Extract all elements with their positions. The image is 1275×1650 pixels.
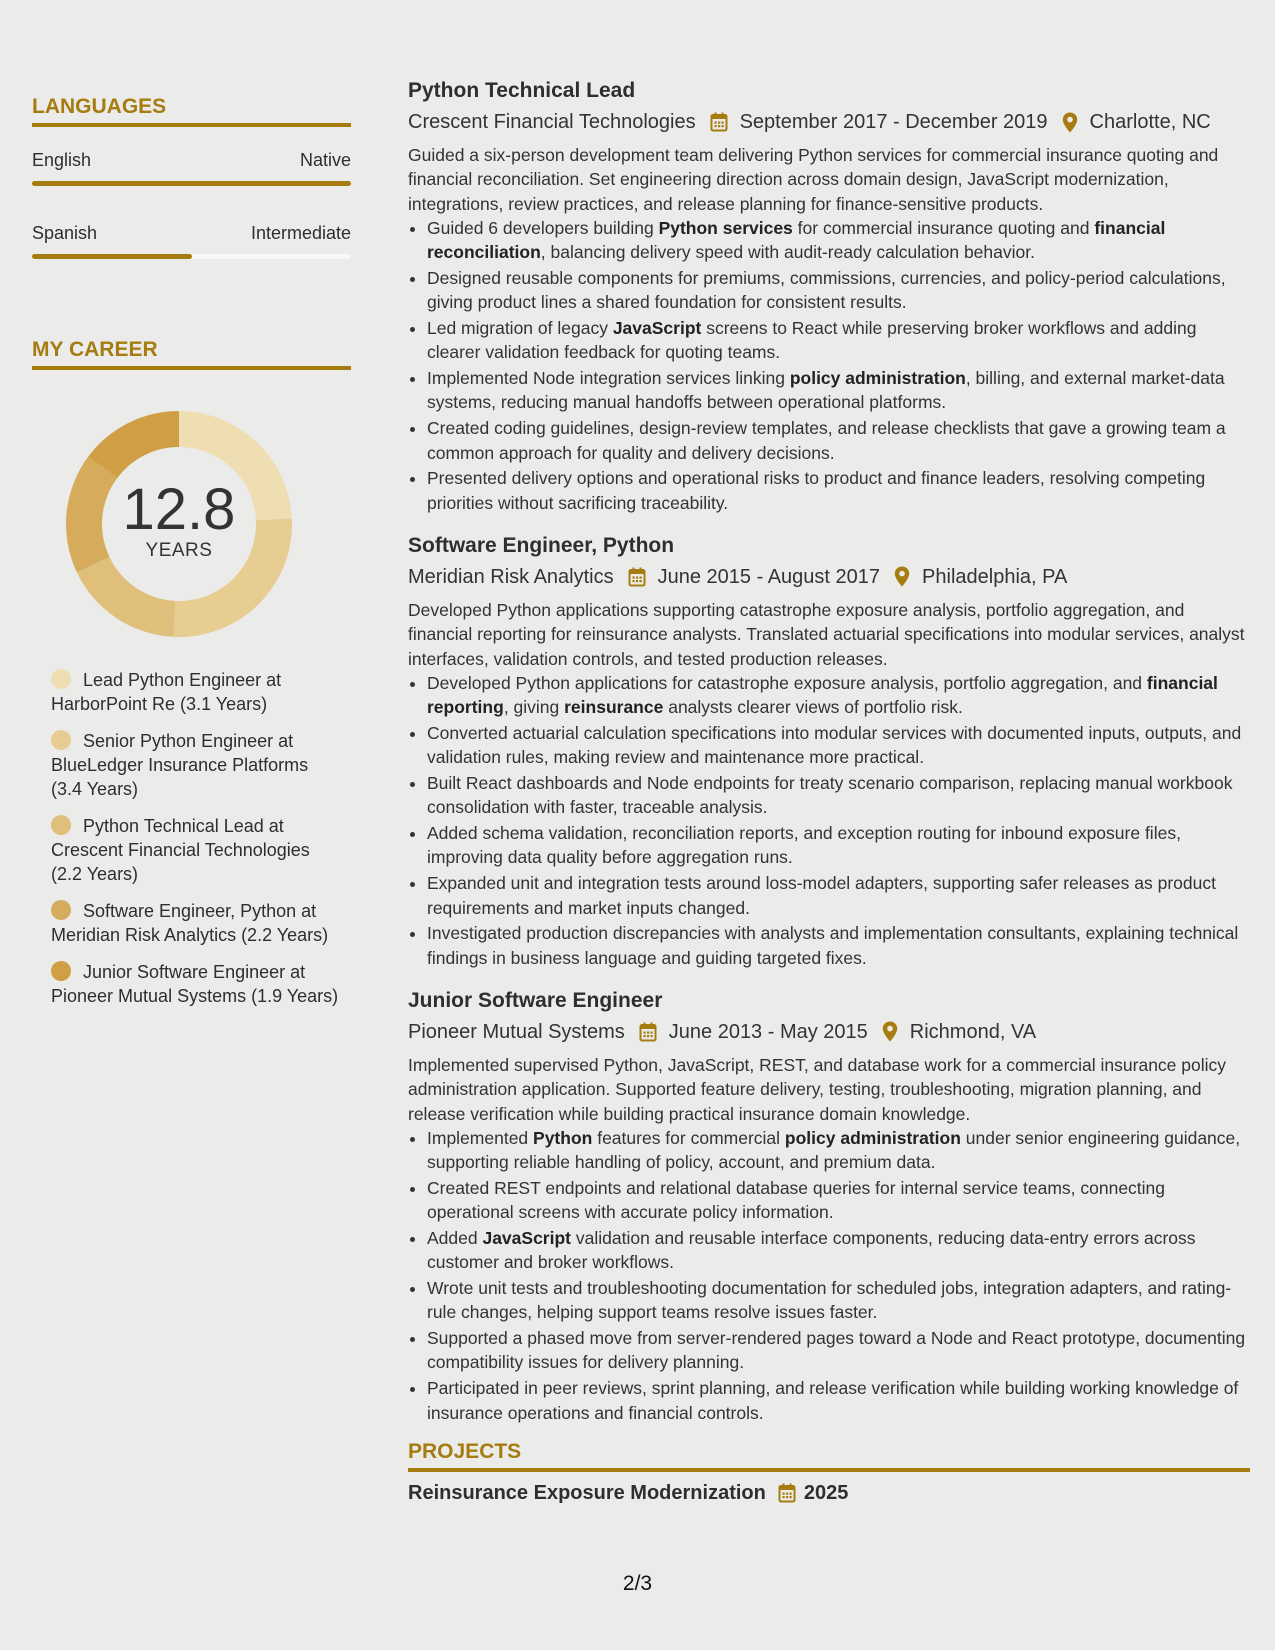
bullet-keyword: Python services xyxy=(658,217,793,238)
job-bullet xyxy=(427,771,1250,820)
bullet-keyword: JavaScript xyxy=(482,1227,571,1248)
job-meta xyxy=(408,1019,1250,1045)
calendar-icon-wrap xyxy=(639,1022,657,1042)
job-company: Meridian Risk Analytics xyxy=(408,565,614,588)
job-bullets xyxy=(408,671,1250,970)
language-row xyxy=(32,222,351,244)
bullet-text: Added schema validation, reconciliation reports, and exception routing for inbound exposure files, improving data quality before aggregation runs. xyxy=(427,823,1181,868)
bullet-text: Created REST endpoints and relational database queries for internal service teams, connecting operational screens with accurate policy information. xyxy=(427,1177,1166,1223)
language-level: Native xyxy=(299,150,351,170)
location-pin-icon xyxy=(882,1021,898,1042)
language-proficiency-bar xyxy=(32,254,351,259)
job-bullet xyxy=(427,1276,1250,1325)
bullet-keyword: financial reconciliation xyxy=(427,217,1166,263)
bullet-keyword: policy administration xyxy=(784,1127,961,1148)
career-legend-item xyxy=(51,814,341,886)
job-meta xyxy=(408,564,1250,590)
job-title: Software Engineer, Python xyxy=(408,533,675,557)
bullet-text: Participated in peer reviews, sprint planning, and release verification while building working knowledge of insurance operations and financial controls. xyxy=(427,1378,1239,1423)
job-bullet xyxy=(427,366,1250,415)
job-dates: June 2015 - August 2017 xyxy=(657,565,881,588)
legend-text: Junior Software Engineer at Pioneer Mutual Systems (1.9 Years) xyxy=(51,962,339,1006)
languages-heading: LANGUAGES xyxy=(32,94,351,127)
calendar-icon-wrap xyxy=(710,112,728,132)
sidebar xyxy=(32,94,351,1021)
job-location: Richmond, VA xyxy=(909,1020,1037,1043)
job-bullet xyxy=(427,921,1250,970)
job-bullet xyxy=(427,1126,1250,1175)
job-location: Philadelphia, PA xyxy=(922,565,1068,588)
language-item xyxy=(32,149,351,186)
project-year: 2025 xyxy=(803,1481,849,1504)
job-bullets xyxy=(408,1126,1250,1425)
legend-text: Lead Python Engineer at HarborPoint Re (3.1 Years) xyxy=(51,670,282,714)
job-bullet xyxy=(427,721,1250,770)
bullet-text: Expanded unit and integration tests around loss-model adapters, supporting safer releases as product requirements and market inputs changed. xyxy=(427,873,1216,918)
legend-dot xyxy=(51,815,71,835)
career-years-unit: YEARS xyxy=(145,540,213,561)
calendar-icon xyxy=(710,112,728,132)
job-summary: Implemented supervised Python, JavaScript, REST, and database work for a commercial insurance policy administration application. Supported feature delivery, testing, troubleshooting, migration planning, and release verification while building practical insurance domain knowledge. xyxy=(408,1054,1227,1124)
calendar-icon xyxy=(639,1022,657,1042)
projects-list xyxy=(408,1480,1250,1506)
job-bullet xyxy=(427,266,1250,315)
legend-dot xyxy=(51,730,71,750)
language-proficiency-bar xyxy=(32,181,351,186)
project-name: Reinsurance Exposure Modernization xyxy=(408,1481,766,1504)
bullet-text: Designed reusable components for premiums, commissions, currencies, and policy-period calculations, giving product lines a shared foundation for consistent results. xyxy=(427,267,1226,313)
location-icon-wrap xyxy=(1062,112,1078,133)
language-item xyxy=(32,222,351,259)
bullet-text: Supported a phased move from server-rendered pages toward a Node and React prototype, documenting compatibility issues for delivery planning. xyxy=(427,1328,1246,1373)
job-bullet xyxy=(427,216,1250,265)
bullet-text: validation and reusable interface components, reducing data-entry errors across customer and broker workflows. xyxy=(427,1227,1196,1273)
job-dates: June 2013 - May 2015 xyxy=(668,1020,868,1043)
career-legend-item xyxy=(51,899,341,947)
job-company: Pioneer Mutual Systems xyxy=(408,1020,625,1043)
job-bullet xyxy=(427,821,1250,870)
career-legend-item xyxy=(51,729,341,801)
career-total-years: 12.8 xyxy=(122,477,236,542)
bullet-text: screens to React while preserving broker workflows and adding clearer validation feedback for quoting teams. xyxy=(427,318,1197,363)
language-name: Spanish xyxy=(32,223,98,243)
location-pin-icon xyxy=(894,566,910,587)
legend-text: Senior Python Engineer at BlueLedger Insurance Platforms (3.4 Years) xyxy=(51,731,309,799)
location-icon-wrap xyxy=(894,566,910,587)
job-entry xyxy=(408,78,1250,515)
bullet-keyword: JavaScript xyxy=(612,318,702,339)
career-donut-chart xyxy=(65,410,293,638)
page-number: 2/3 xyxy=(622,1572,653,1595)
main-content xyxy=(408,78,1250,1506)
job-bullet xyxy=(427,1176,1250,1225)
calendar-icon xyxy=(778,1483,796,1503)
experience-list xyxy=(408,78,1250,1425)
career-legend xyxy=(51,668,341,1008)
bullet-text: Created coding guidelines, design-review templates, and release checklists that gave a growing team a common approach for quality and delivery decisions. xyxy=(427,418,1226,463)
bullet-text: for commercial insurance quoting and xyxy=(792,217,1095,238)
bullet-text: Implemented Node integration services linking xyxy=(427,368,790,389)
bullet-text: Led migration of legacy xyxy=(427,318,613,339)
project-item xyxy=(408,1480,1250,1506)
projects-heading: PROJECTS xyxy=(408,1439,1250,1472)
bullet-text: Wrote unit tests and troubleshooting documentation for scheduled jobs, integration adapters, and rating-rule changes, helping support teams resolve issues faster. xyxy=(427,1278,1232,1323)
bullet-text: Converted actuarial calculation specifications into modular services with documented inputs, outputs, and validation rules, making review and maintenance more practical. xyxy=(427,722,1242,768)
job-bullet xyxy=(427,316,1250,365)
job-title: Python Technical Lead xyxy=(408,79,636,102)
job-bullet xyxy=(427,871,1250,920)
calendar-icon xyxy=(628,567,646,587)
location-icon-wrap xyxy=(882,1021,898,1042)
legend-text: Python Technical Lead at Crescent Financial Technologies (2.2 Years) xyxy=(51,816,310,884)
language-name: English xyxy=(32,150,92,170)
job-bullet xyxy=(427,1226,1250,1275)
career-heading: MY CAREER xyxy=(32,337,351,370)
job-title: Junior Software Engineer xyxy=(408,988,663,1012)
legend-dot xyxy=(51,900,71,920)
job-bullets xyxy=(408,216,1250,515)
bullet-keyword: financial reporting xyxy=(427,672,1218,718)
bullet-keyword: reinsurance xyxy=(564,697,664,718)
bullet-text: Investigated production discrepancies with analysts and implementation consultants, explaining technical findings in business language and guiding targeted fixes. xyxy=(427,923,1239,968)
bullet-keyword: policy administration xyxy=(789,368,966,389)
bullet-text: under senior engineering guidance, supporting reliable handling of policy, account, and premium data. xyxy=(427,1127,1241,1173)
calendar-icon-wrap xyxy=(628,567,646,587)
location-pin-icon xyxy=(1062,112,1078,133)
job-dates: September 2017 - December 2019 xyxy=(739,111,1048,133)
bullet-text: analysts clearer views of portfolio risk. xyxy=(663,697,963,718)
bullet-text: features for commercial xyxy=(592,1127,785,1148)
job-bullet xyxy=(427,1326,1250,1375)
bullet-text: Built React dashboards and Node endpoints for treaty scenario comparison, replacing manual workbook consolidation with faster, traceable analysis. xyxy=(427,773,1233,818)
languages-list xyxy=(32,149,351,259)
job-location: Charlotte, NC xyxy=(1089,111,1211,133)
bullet-text: Implemented xyxy=(427,1127,534,1148)
bullet-text: Added xyxy=(427,1227,483,1248)
job-bullet xyxy=(427,416,1250,465)
career-legend-item xyxy=(51,668,341,716)
bullet-text: Presented delivery options and operational risks to product and finance leaders, resolving competing priorities without sacrificing traceability. xyxy=(427,468,1206,513)
calendar-icon-wrap xyxy=(778,1483,796,1503)
bullet-text: , giving xyxy=(503,697,565,718)
legend-dot xyxy=(51,961,71,981)
career-legend-item xyxy=(51,960,341,1008)
bullet-text: , billing, and external market-data systems, reducing manual handoffs between operational platforms. xyxy=(427,368,1225,413)
bullet-text: Guided 6 developers building xyxy=(427,217,659,238)
job-bullet xyxy=(427,671,1250,720)
job-summary: Developed Python applications supporting catastrophe exposure analysis, portfolio aggregation, and financial reporting for reinsurance analysts. Translated actuarial specifications into modular services, analyst interfaces, validation controls, and tested production releases. xyxy=(408,599,1245,669)
language-proficiency-fill xyxy=(32,181,351,186)
job-entry xyxy=(408,533,1250,970)
legend-text: Software Engineer, Python at Meridian Risk Analytics (2.2 Years) xyxy=(51,901,329,945)
bullet-keyword: Python xyxy=(533,1127,593,1148)
job-company: Crescent Financial Technologies xyxy=(408,111,696,133)
bullet-text: Developed Python applications for catastrophe exposure analysis, portfolio aggregation, and xyxy=(427,672,1147,693)
language-row xyxy=(32,149,351,171)
language-level: Intermediate xyxy=(250,223,351,243)
job-bullet xyxy=(427,1376,1250,1425)
job-bullet xyxy=(427,466,1250,515)
bullet-text: , balancing delivery speed with audit-ready calculation behavior. xyxy=(540,242,1035,263)
language-proficiency-fill xyxy=(32,254,192,259)
job-meta xyxy=(408,109,1250,135)
job-entry xyxy=(408,988,1250,1425)
legend-dot xyxy=(51,669,71,689)
job-summary: Guided a six-person development team delivering Python services for commercial insurance quoting and financial reconciliation. Set engineering direction across domain design, JavaScript modernization, integrations, review practices, and release planning for finance-sensitive products. xyxy=(408,145,1219,214)
